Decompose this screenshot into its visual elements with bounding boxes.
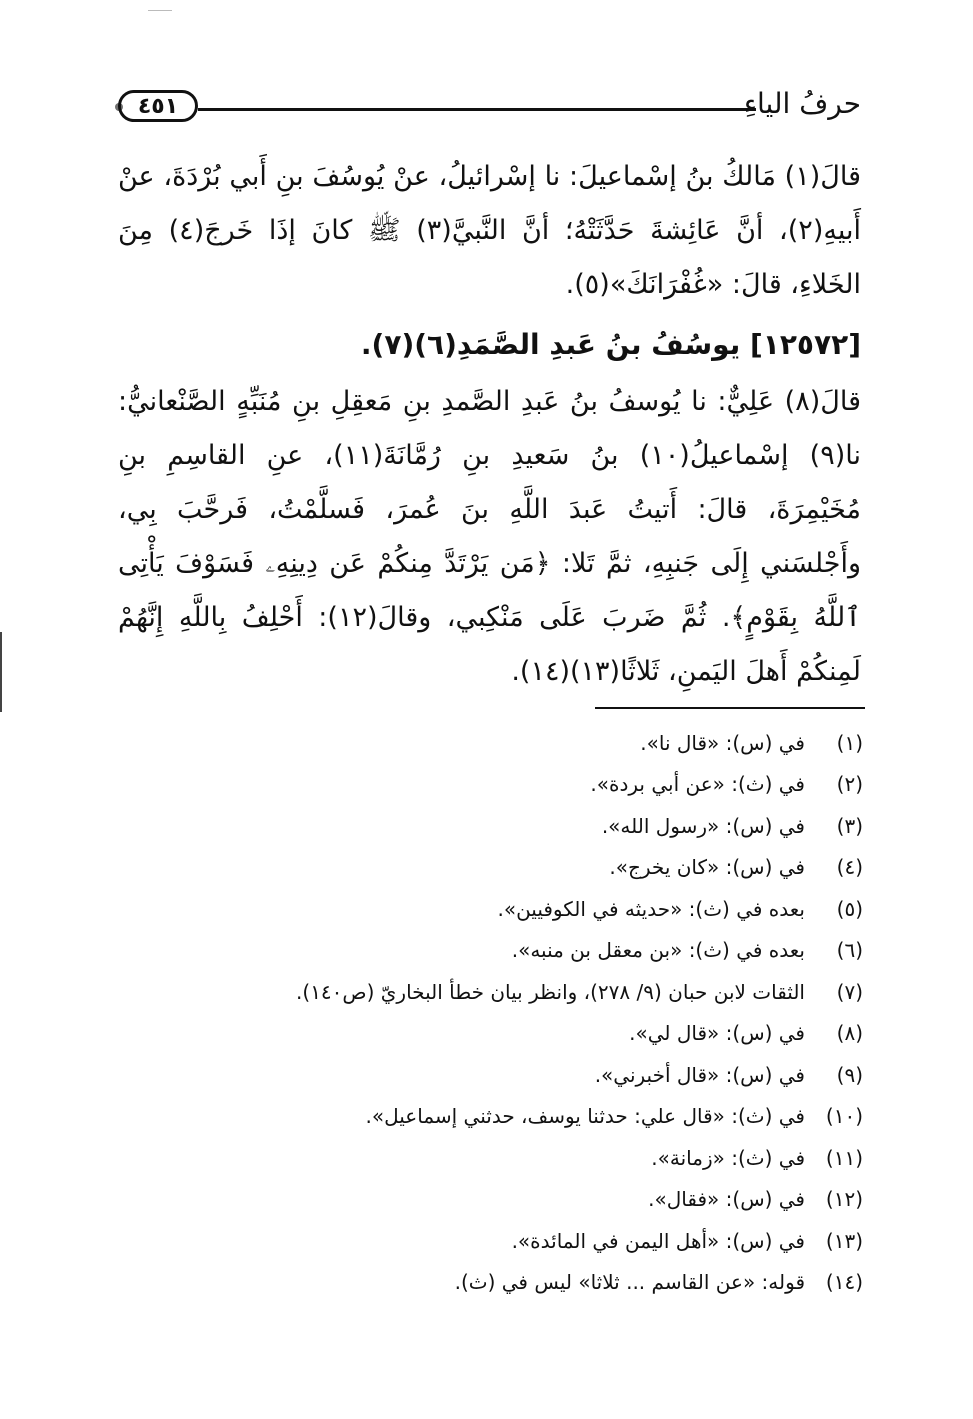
chapter-title: حرفُ الياءِ [743,87,861,120]
entry-heading: [١٢٥٧٢] يوسُفُ بنُ عَبدِ الصَّمَدِ(٦)(٧). [360,328,861,361]
page-header [118,84,861,128]
hadith-paragraph-1: قالَ(١) مَالكُ بنُ إسْماعيلَ: نا إسْرائيلُ، عنْ يُوسُفَ بنِ أَبي بُرْدَةَ، عنْ أَبيهِ(٢)، أنَّ عَائِشةَ حَدَّثَتْهُ؛ أنَّ النَّبيَّ(٣) ﷺ كانَ إذَا خَرجَ(٤) مِنَ الخَلاءِ، قالَ: «غُفْرَانَكَ»(٥). [118,161,861,300]
scan-edge-line [0,632,2,712]
hadith-paragraph-2: قالَ(٨) عَلِيٌّ: نا يُوسفُ بنُ عَبدِ الصَّمدِ بنِ مَعقِلِ بنِ مُنَبِّهٍ الصَّنْعانيُّ: نا(٩) إسْماعيلُ(١٠) بنُ سَعيدِ بنِ رُمَّانَةَ(١١)، عنِ القاسِمِ بنِ مُخَيْمِرَةَ، قالَ: أَتيتُ عَبدَ اللَّهِ بنَ عُمرَ، فَسلَّمْتُ، فَرحَّبَ بِي، وأَجْلسَني إِلَى جَنبِهِ، ثمَّ تَلا: ﴿مَن يَرْتَدَّ مِنكُمْ عَن دِينِهِۦ فَسَوْفَ يَأْتِى ٱللَّهُ بِقَوْمٍ﴾. ثُمَّ ضَربَ عَلَى مَنْكِبي، وقالَ(١٢): أَحْلِفُ بِاللَّهِ إِنَّهُمْ لَمِنكُمْ أَهلَ اليَمنِ، ثَلاثًا(١٣)(١٤). [118,386,861,687]
footnote-item [118,971,863,1013]
page-number: ٤٥١ [137,93,179,119]
footnote-item [118,1137,863,1179]
footnote-number: (٢) [836,772,863,797]
header-rule [198,108,756,111]
footnote-number: (٧) [836,979,863,1004]
footnote-text: في (س): «قال نا». [640,730,805,755]
footnote-text: قوله: «عن القاسم ... ثلاثا» ليس في (ث). [454,1270,805,1295]
footnote-item [118,1220,863,1262]
footnote-item [118,1054,863,1096]
footnote-item [118,930,863,972]
footnote-number: (٣) [836,813,863,838]
footnote-text: في (س): «أهل اليمن في المائدة». [511,1228,805,1253]
footnote-item [118,1179,863,1221]
footnote-separator [595,707,865,709]
footnote-text: الثقات لابن حبان (٩/ ٢٧٨)، وانظر بيان خطأ البخاريّ (ص١٤٠). [296,979,805,1004]
footnote-item [118,1262,863,1304]
footnote-item [118,888,863,930]
footnote-number: (١٣) [825,1228,863,1253]
footnote-number: (١١) [825,1145,863,1170]
footnote-number: (٥) [836,896,863,921]
footnote-number: (١) [836,730,863,755]
footnote-text: في (ث): «عن أبي بردة». [590,772,805,797]
footnote-number: (١٠) [825,1104,863,1129]
footnote-text: في (س): «قال لي». [629,1021,805,1046]
footnote-item [118,1013,863,1055]
footnote-item [118,847,863,889]
scan-mark [148,10,172,11]
footnote-text: في (س): «قال أخبرني». [594,1062,805,1087]
footnote-item [118,1096,863,1138]
footnote-text: في (س): «رسول الله». [601,813,805,838]
footnote-number: (٦) [836,938,863,963]
footnote-text: في (س): «كان يخرج». [609,855,805,880]
footnote-number: (٨) [836,1021,863,1046]
footnote-number: (١٢) [825,1187,863,1212]
footnote-number: (١٤) [825,1270,863,1295]
footnote-item [118,805,863,847]
footnotes-list [118,722,863,1303]
page-number-oval [118,90,198,122]
footnote-item [118,764,863,806]
footnote-text: بعده في (ث): «حديثه في الكوفيين». [497,896,805,921]
footnote-text: بعده في (ث): «بن معقل بن منبه». [511,938,805,963]
footnote-number: (٩) [836,1062,863,1087]
footnote-text: في (ث): «قال علي: حدثنا يوسف، حدثني إسماعيل». [365,1104,805,1129]
footnote-text: في (ث): «زمانة». [651,1145,805,1170]
footnote-number: (٤) [836,855,863,880]
footnote-item [118,722,863,764]
footnote-text: في (س): «فقال». [648,1187,805,1212]
